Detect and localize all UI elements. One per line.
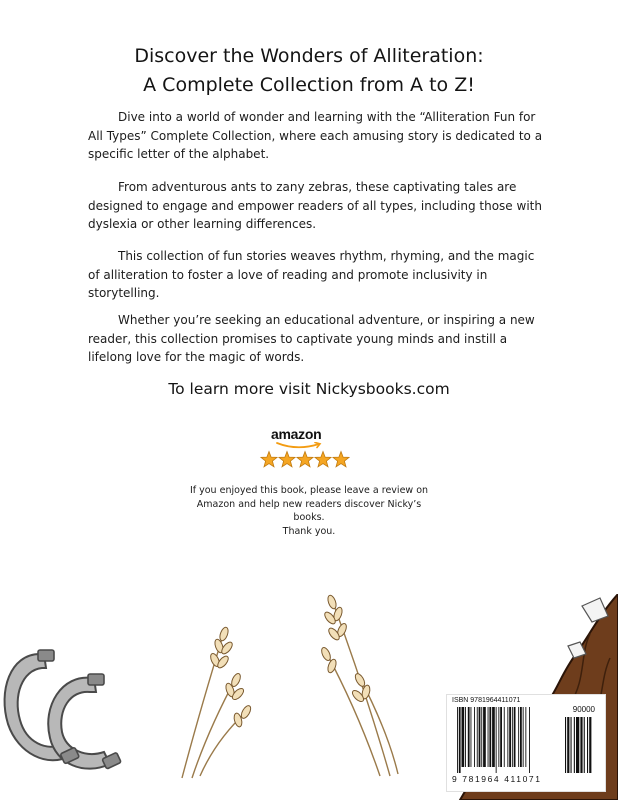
wheat-icon <box>172 620 252 780</box>
review-note-line-1: If you enjoyed this book, please leave a review on <box>189 485 429 496</box>
isbn-digits: 9 781964 411071 <box>452 774 542 784</box>
isbn-label: ISBN 9781964411071 <box>452 697 521 704</box>
barcode-bars <box>457 707 557 773</box>
paragraph-intro: Dive into a world of wonder and learning with the “Alliteration Fun for All Types” Complete Collection, where each amusing story is dedicated to a specific letter of the alphabet. <box>88 110 543 161</box>
addon-bars <box>565 717 599 773</box>
star-icon <box>261 452 277 467</box>
visit-website-text: To learn more visit Nickysbooks.com <box>168 380 450 398</box>
star-icon <box>297 452 313 467</box>
star-icon <box>315 452 331 467</box>
paragraph-tales: From adventurous ants to zany zebras, these captivating tales are designed to engage and empower readers of all types, including those with dyslexia or other learning differences. <box>88 180 542 231</box>
amazon-logo-text: amazon <box>271 426 322 442</box>
barcode-box <box>446 694 606 792</box>
heading-line-2: A Complete Collection from A to Z! <box>143 74 475 96</box>
review-note-line-3: Thank you. <box>282 525 336 537</box>
price-code: 90000 <box>572 705 595 714</box>
paragraph-collection: This collection of fun stories weaves rhythm, rhyming, and the magic of alliteration to foster a love of reading and promote inclusivity in storytelling. <box>88 249 535 300</box>
star-icon <box>279 452 295 467</box>
star-icon <box>333 452 349 467</box>
wheat-icon <box>318 592 408 778</box>
horseshoe-icon <box>0 646 140 776</box>
paragraph-whether: Whether you’re seeking an educational adventure, or inspiring a new reader, this collection promises to captivate young minds and instill a lifelong love for the magic of words. <box>88 313 535 364</box>
five-star-rating <box>259 448 351 472</box>
review-note <box>180 484 438 538</box>
heading-line-1: Discover the Wonders of Alliteration: <box>134 45 484 67</box>
review-note-line-2: Amazon and help new readers discover Nicky’s books. <box>196 498 422 523</box>
